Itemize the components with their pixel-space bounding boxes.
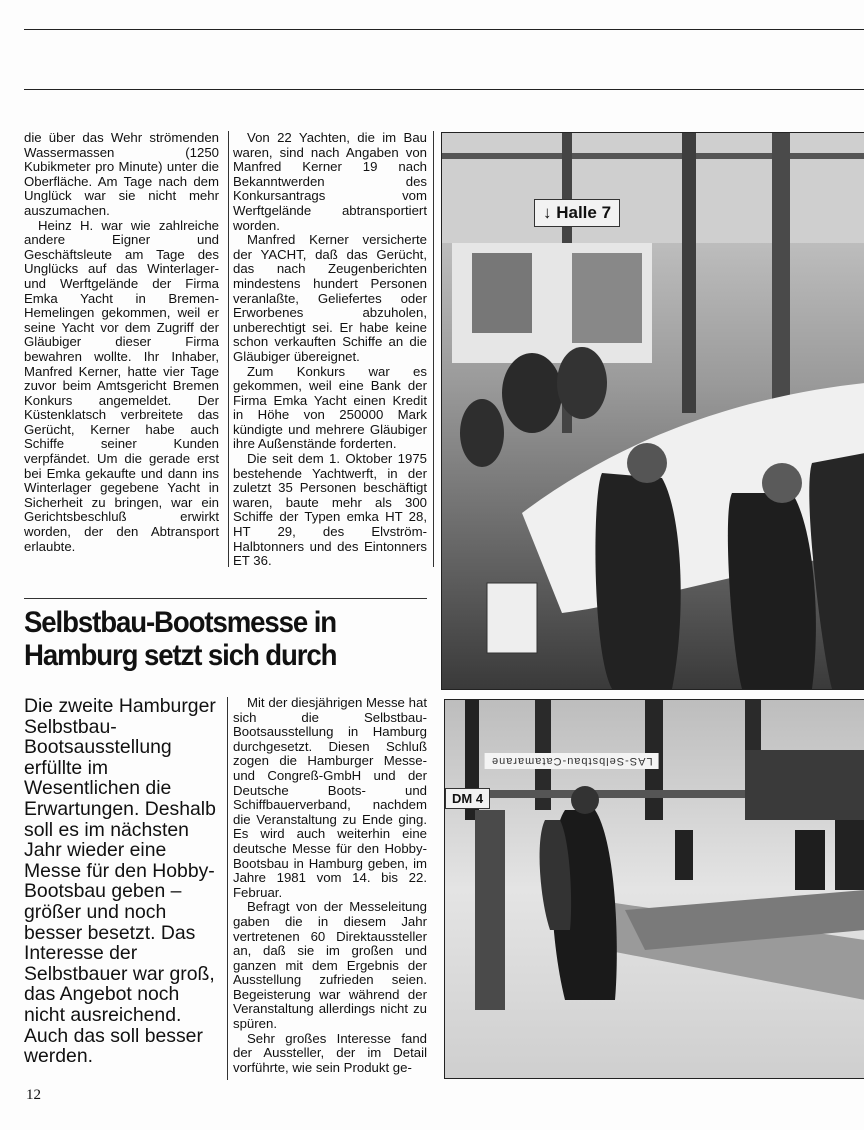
paragraph: Heinz H. war wie zahlreiche andere Eigner und Geschäftsleute am Tage des Unglücks auf das Winterlager- und Werftgelände der Firma Emka Yacht in Bremen-Hemelingen gekommen, weil er seine Yacht vor dem Zugriff der Gläubiger dieser Firma bewahren wollte. Ihr Inhaber, Manfred Kerner, hatte vier Tage zuvor beim Amtsgericht Bremen Konkurs angemeldet. Der Küstenklatsch verbreitete das Gerücht, Kerner habe auch Schiffe seiner Kunden verpfändet. Um die gerade erst bei Emka gekaufte und dann ins Winterlager gegebene Yacht in Sicherheit zu bringen, war ein Gerichtsbeschluß erwirkt worden, der den Abtransport erlaubte. <box>24 217 219 554</box>
page-number: 12 <box>26 1087 41 1103</box>
exhibition-hall-photo-icon <box>442 133 864 689</box>
article2-body <box>233 696 427 1075</box>
headline-rule <box>24 598 427 599</box>
lead-paragraph: Die zweite Hamburger Selbstbau-Bootsausstellung erfüllte im Wesentlichen die Erwartungen. Deshalb soll es im nächsten Jahr wieder eine Messe für den Hobby-Bootsbau geben – größer und noch besser besetzt. Das Interesse der Selbstbauer war groß, das Angebot noch nicht ausreichend. Auch das soll besser werden. <box>24 695 216 1068</box>
paragraph: Von 22 Yachten, die im Bau waren, sind nach Angaben von Manfred Kerner 19 nach Bekanntwerden des Konkursantrags vom Werftgelände abtransportiert worden. <box>233 130 427 233</box>
header-rule <box>24 89 864 90</box>
article1-column1 <box>24 131 219 554</box>
paragraph: Sehr großes Interesse fand der Aussteller, der im Detail vorführte, wie sein Produkt ge- <box>233 1030 427 1075</box>
paragraph: Manfred Kerner versicherte der YACHT, daß das Gerücht, das nach Zeugenberichten mindestens hundert Personen veranlaßte, Geliefertes oder Erworbenes abzuholen, unberechtigt sei. Er habe keine schon verkauften Schiffe an die Gläubiger übereignet. <box>233 232 427 364</box>
catamaran-banner: LAS-Selbstbau-Catamarane <box>485 753 659 769</box>
paragraph: Mit der diesjährigen Messe hat sich die Selbstbau-Bootsausstellung in Hamburg durchgesetzt. Diesen Schluß zogen die Hamburger Messe- und Congreß-GmbH und der Deutsche Boots- und Schiffbauerverband, nachdem die Veranstaltung zu Ende ging. Es wird auch weiterhin eine deutsche Messe für den Hobby-Bootsbau in Hamburg geben, im Jahre 1981 vom 14. bis 22. Februar. <box>233 695 427 900</box>
column-separator <box>433 131 434 567</box>
paragraph: Zum Konkurs war es gekommen, weil eine Bank der Firma Emka Yacht einen Kredit in Höhe von 250000 Mark kündigte und mehrere Gläubiger ihre Außenstände forderten. <box>233 363 427 452</box>
column-separator <box>227 697 228 1080</box>
paragraph: die über das Wehr strömenden Wassermassen (1250 Kubikmeter pro Minute) unter die Oberfläche. Am Tage nach dem Unglück war sie nicht mehr auszumachen. <box>24 130 219 218</box>
article1-column2 <box>233 131 427 569</box>
top-rule <box>24 29 864 30</box>
headline: Selbstbau-Bootsmesse in Hamburg setzt sich durch <box>24 606 337 672</box>
column-separator <box>228 131 229 567</box>
paragraph: Befragt von der Messeleitung gaben die in diesem Jahr vertretenen 60 Direktaussteller an, daß sie im großen und ganzen mit dem Ergebnis der Ausstellung zufrieden seien. Begeisterung war während der Veranstaltung allerdings nicht zu spüren. <box>233 899 427 1032</box>
price-sign: DM 4 <box>445 788 490 809</box>
paragraph: Die seit dem 1. Oktober 1975 bestehende Yachtwerft, in der zuletzt 35 Personen beschäftigt waren, baute mehr als 300 Schiffe der Typen emka HT 28, HT 29, des Elvström-Halbtonners und des Eintonners ET 36. <box>233 451 427 569</box>
exhibition-hall-photo <box>441 132 864 690</box>
exhibition-stand-photo <box>444 699 864 1079</box>
hall-sign: ↓ Halle 7 <box>534 199 620 227</box>
